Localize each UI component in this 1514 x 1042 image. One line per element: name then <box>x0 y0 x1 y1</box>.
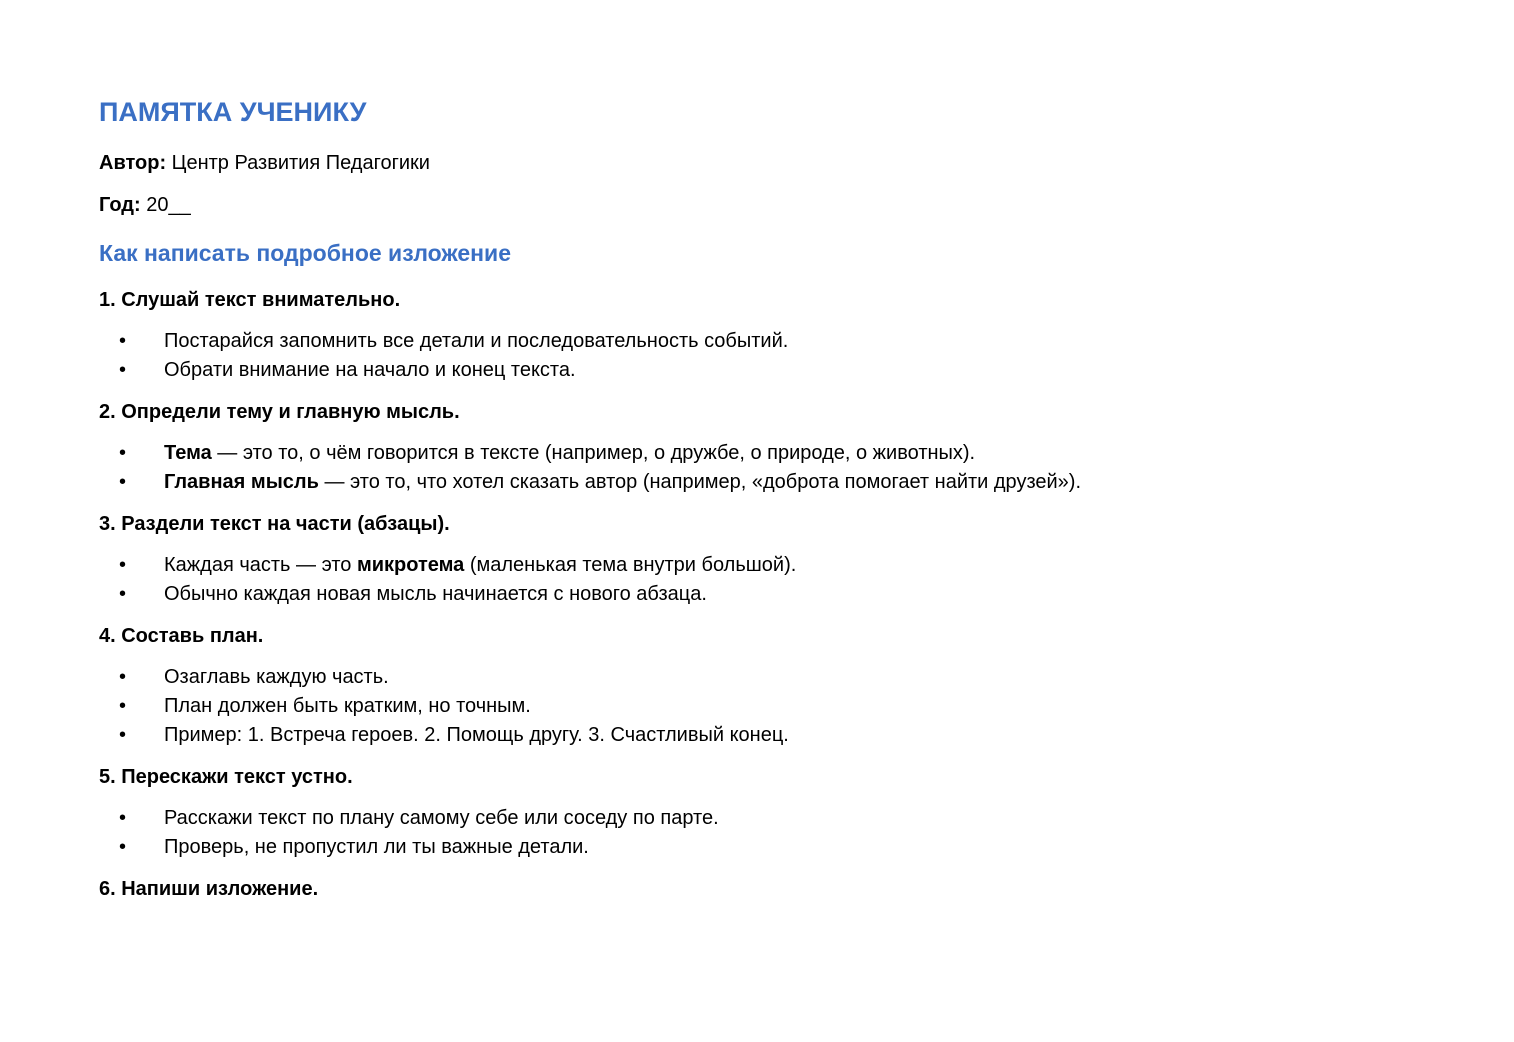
step-heading: 1. Слушай текст внимательно. <box>99 289 401 311</box>
step-section <box>99 286 1479 385</box>
bullet-icon: • <box>119 554 127 576</box>
author-value: Центр Развития Педагогики <box>171 152 430 174</box>
list-item <box>99 663 1479 692</box>
list-item-term: Главная мысль <box>164 471 319 493</box>
list-item-term: Тема <box>164 442 212 464</box>
year-line <box>99 192 191 218</box>
step-heading: 5. Перескажи текст устно. <box>99 766 353 788</box>
list-item-text: — это то, о чём говорится в тексте (например, о дружбе, о природе, о животных). <box>211 442 976 464</box>
list-item <box>99 833 1479 862</box>
step-section <box>99 622 1479 750</box>
list-item <box>99 468 1479 497</box>
document-title: ПАМЯТКА УЧЕНИКУ <box>99 97 367 127</box>
year-label: Год: <box>99 194 141 216</box>
bullet-icon: • <box>119 666 127 688</box>
bullet-icon: • <box>119 359 127 381</box>
bullet-icon: • <box>119 442 127 464</box>
list-item-text: Пример: 1. Встреча героев. 2. Помощь другу. 3. Счастливый конец. <box>164 724 789 746</box>
bullet-icon: • <box>119 471 127 493</box>
step-section <box>99 875 1479 903</box>
bullet-icon: • <box>119 724 127 746</box>
author-line <box>99 150 430 176</box>
list-item-text: Озаглавь каждую часть. <box>164 666 389 688</box>
bullet-icon: • <box>119 695 127 717</box>
list-item-text: Проверь, не пропустил ли ты важные детали. <box>164 836 589 858</box>
bullet-icon: • <box>119 330 127 352</box>
step-heading: 3. Раздели текст на части (абзацы). <box>99 513 450 535</box>
step-section <box>99 763 1479 862</box>
list-item <box>99 356 1479 385</box>
list-item-text: — это то, что хотел сказать автор (например, «доброта помогает найти друзей»). <box>318 471 1082 493</box>
list-item-text: Расскажи текст по плану самому себе или соседу по парте. <box>164 807 719 829</box>
bullet-list <box>99 663 1479 750</box>
list-item-text: (маленькая тема внутри большой). <box>464 554 797 576</box>
list-item <box>99 580 1479 609</box>
step-heading: 4. Составь план. <box>99 625 264 647</box>
step-heading: 2. Определи тему и главную мысль. <box>99 401 460 423</box>
bullet-icon: • <box>119 583 127 605</box>
list-item <box>99 551 1479 580</box>
list-item-text: Постарайся запомнить все детали и последовательность событий. <box>164 330 789 352</box>
list-item-text: Обычно каждая новая мысль начинается с нового абзаца. <box>164 583 707 605</box>
list-item-text: Каждая часть — это <box>164 554 357 576</box>
list-item <box>99 439 1479 468</box>
list-item <box>99 327 1479 356</box>
author-label: Автор: <box>99 152 167 174</box>
bullet-icon: • <box>119 807 127 829</box>
bullet-list <box>99 327 1479 385</box>
list-item-text: Обрати внимание на начало и конец текста. <box>164 359 576 381</box>
step-section <box>99 398 1479 497</box>
step-section <box>99 510 1479 609</box>
bullet-list <box>99 439 1479 497</box>
list-item <box>99 721 1479 750</box>
list-item <box>99 692 1479 721</box>
step-heading: 6. Напиши изложение. <box>99 878 319 900</box>
list-item-term: микротема <box>356 554 465 576</box>
year-value: 20__ <box>146 194 191 216</box>
steps-list <box>99 286 1479 903</box>
section-subtitle: Как написать подробное изложение <box>99 240 511 266</box>
list-item <box>99 804 1479 833</box>
list-item-text: План должен быть кратким, но точным. <box>164 695 531 717</box>
bullet-icon: • <box>119 836 127 858</box>
bullet-list <box>99 551 1479 609</box>
bullet-list <box>99 804 1479 862</box>
